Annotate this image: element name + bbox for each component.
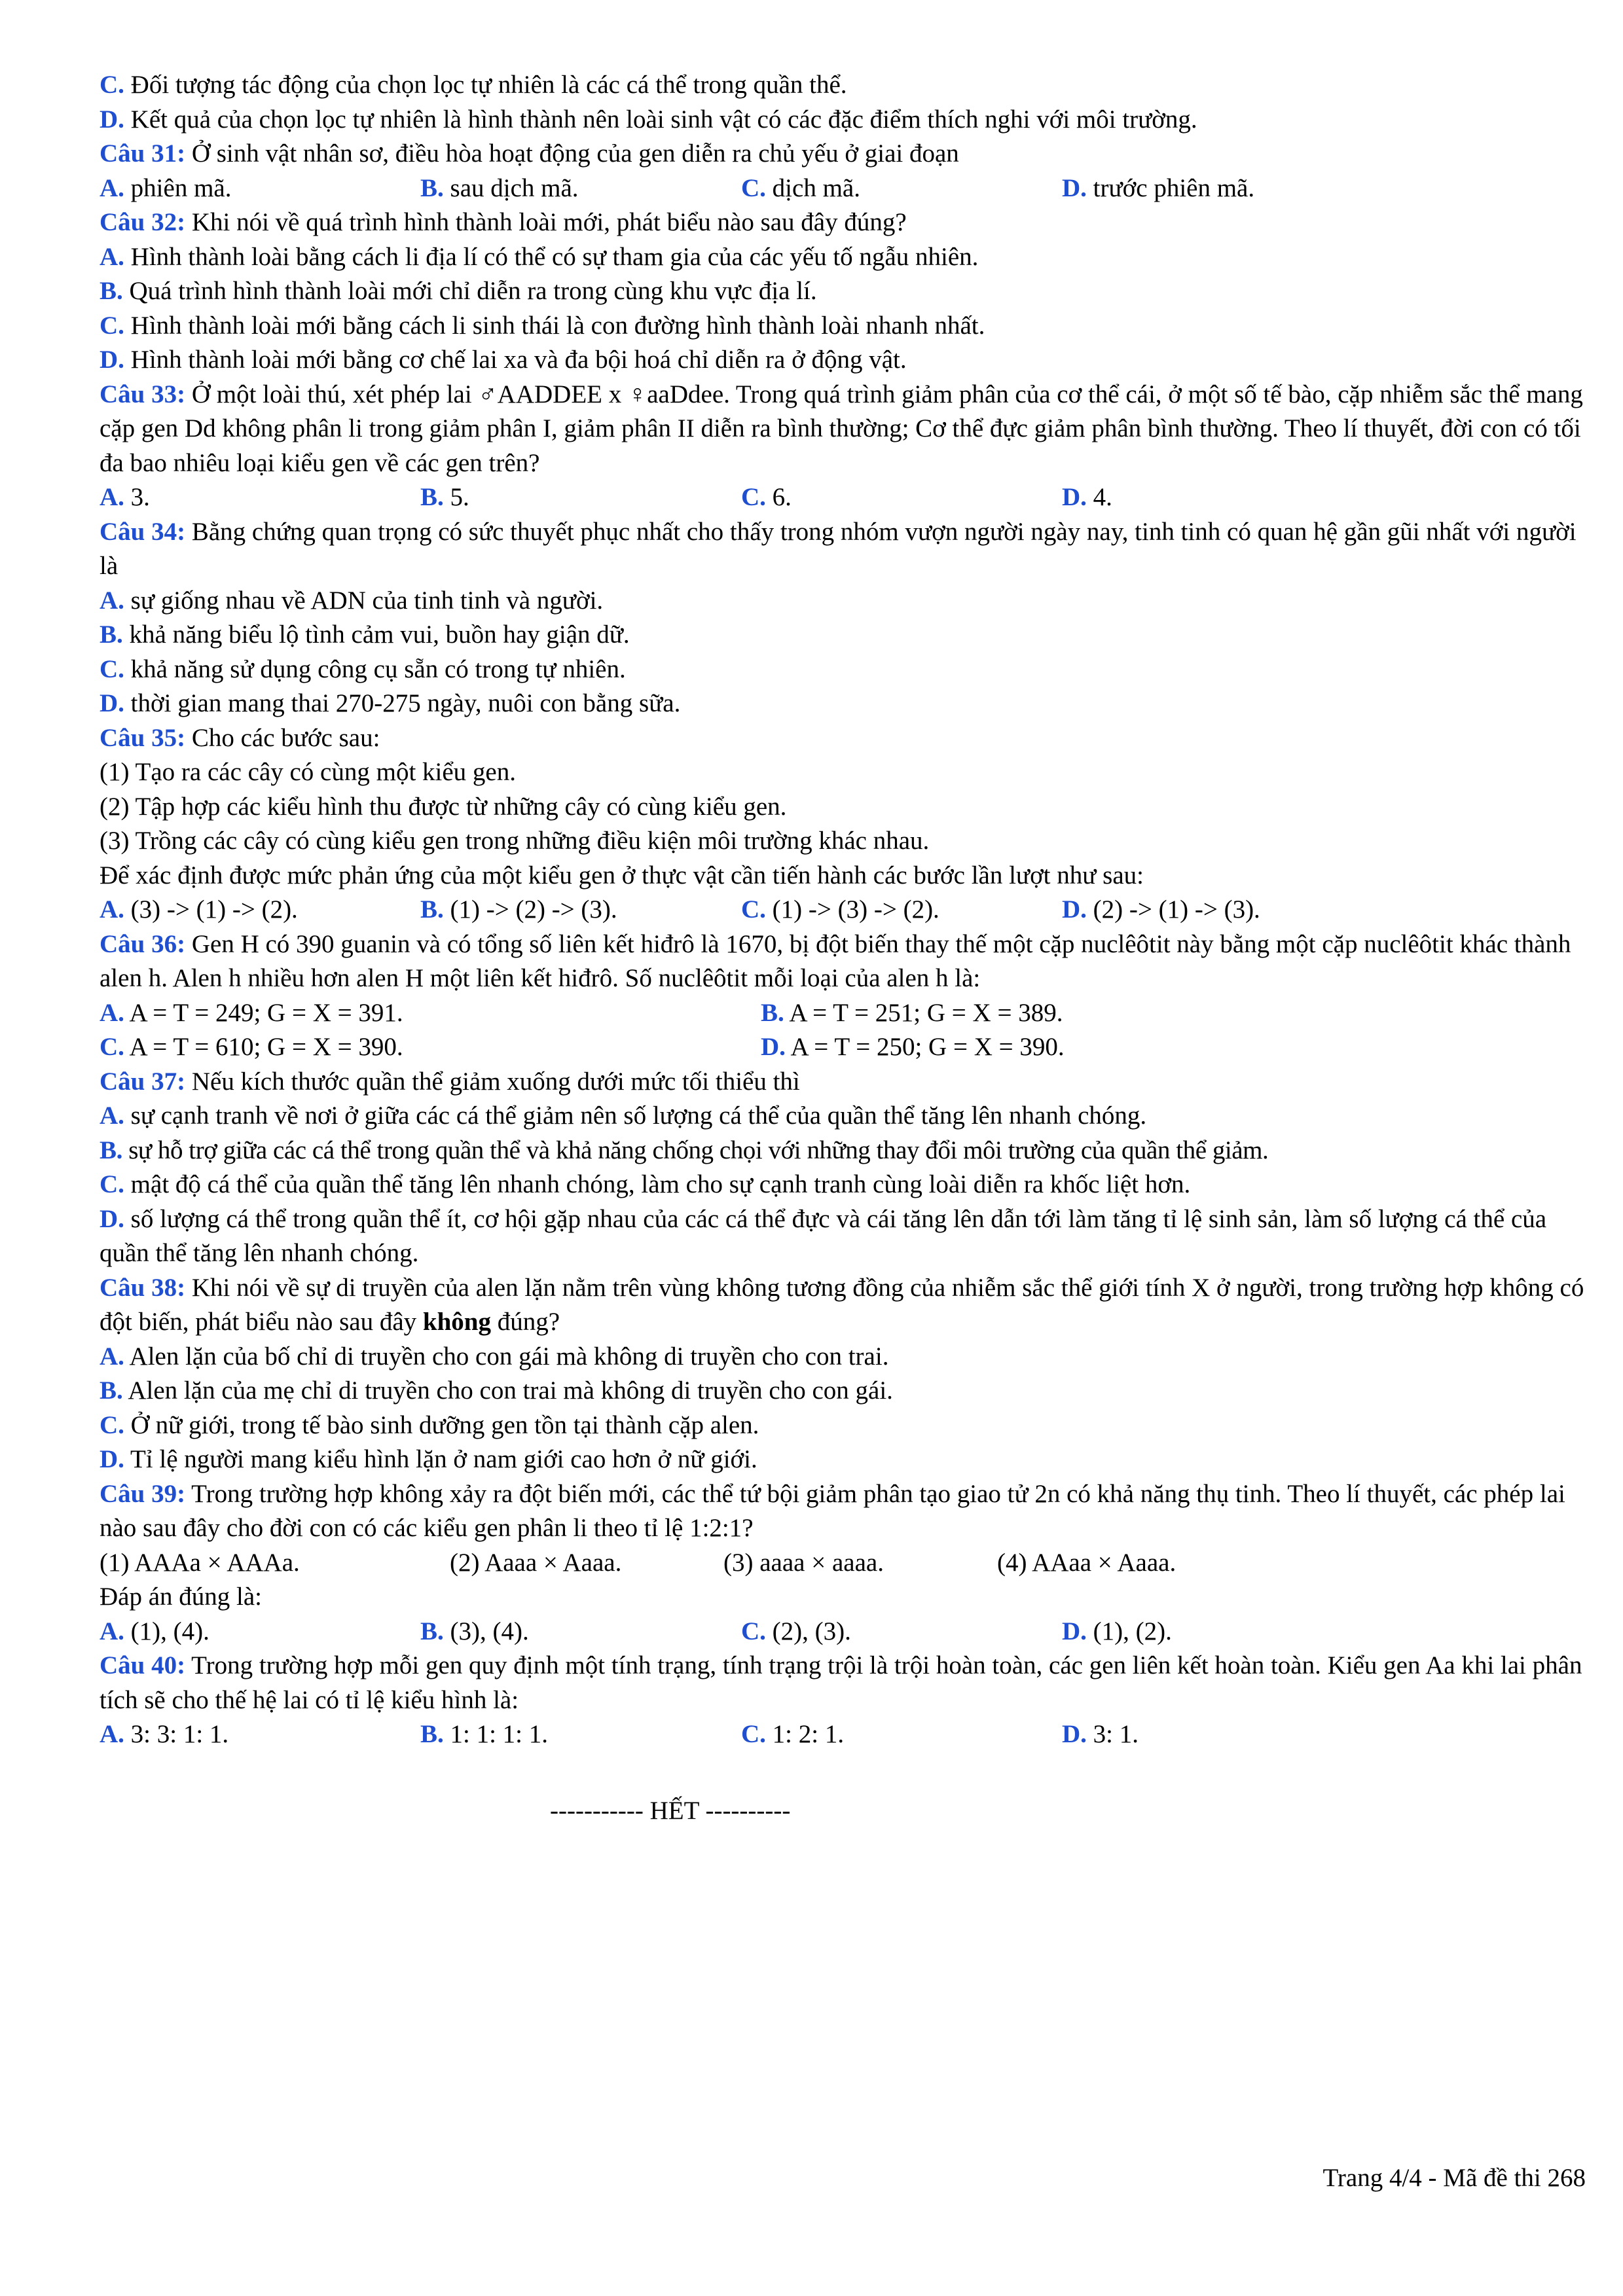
question-number: Câu 33: [100,380,186,408]
option-a: A. 3: 3: 1: 1. [100,1720,229,1748]
option-b: B. 1: 1: 1: 1. [420,1720,549,1748]
option-a: A. 3. [100,483,150,511]
question-text: Ở sinh vật nhân sơ, điều hòa hoạt động của gen diễn ra chủ yếu ở giai đoạn [191,139,959,168]
option-c: C. A = T = 610; G = X = 390. [100,1033,403,1061]
question-31 [100,137,1586,171]
options-row [100,996,1586,1031]
option-c: C. (1) -> (3) -> (2). [741,895,939,924]
option-text: Đối tượng tác động của chọn lọc tự nhiên là các cá thể trong quần thể. [130,71,847,99]
question-39 [100,1477,1586,1546]
option-b: B. Quá trình hình thành loài mới chỉ diễn ra trong cùng khu vực địa lí. [100,277,817,305]
option-b: B. (1) -> (2) -> (3). [420,895,617,924]
option-b: B. Alen lặn của mẹ chỉ di truyền cho con trai mà không di truyền cho con gái. [100,1376,893,1405]
option-c: C. 6. [741,483,792,511]
option-b: B. sau dịch mã. [420,173,579,202]
option-b: B. 5. [420,483,469,511]
question-emphasis: không [422,1308,491,1336]
option-d [100,103,1586,137]
option-a: A. phiên mã. [100,173,232,202]
option-c: C. mật độ cá thể của quần thể tăng lên nhanh chóng, làm cho sự cạnh tranh cùng loài diễn ra khốc liệt hơn. [100,1170,1191,1198]
options-row [100,1717,1586,1752]
options-row [100,171,1586,206]
option-a: A. A = T = 249; G = X = 391. [100,998,403,1027]
step-2: (2) Tập hợp các kiểu hình thu được từ những cây có cùng kiểu gen. [100,792,787,821]
question-number: Câu 32: [100,208,186,236]
question-33 [100,378,1586,481]
option-label: C. [100,71,124,99]
question-36 [100,927,1586,996]
option-a: A. Hình thành loài bằng cách li địa lí có thể có sự tham gia của các yếu tố ngẫu nhiên. [100,242,979,271]
option-c: C. Hình thành loài mới bằng cách li sinh thái là con đường hình thành loài nhanh nhất. [100,311,985,340]
question-text: Trong trường hợp không xảy ra đột biến mới, các thể tứ bội giảm phân tạo giao tử 2n có khả năng thụ tinh. Theo lí thuyết, các phép lai nào sau đây cho đời con có các kiểu gen phân li theo tỉ lệ 1:2:1? [100,1479,1565,1542]
question-text: Ở một loài thú, xét phép lai ♂AADDEE x ♀aaDdee. Trong quá trình giảm phân của cơ thể cái, ở một số tế bào, cặp nhiễm sắc thể mang cặp gen Dd không phân li trong giảm phân I, giảm phân II diễn ra bình thường; Cơ thể đực giảm phân bình thường. Theo lí thuyết, đời con có tối đa bao nhiêu loại kiểu gen về các gen trên? [100,380,1583,477]
option-d: D. 4. [1062,483,1112,511]
option-c: C. 1: 2: 1. [741,1720,845,1748]
cross-3: (3) aaaa × aaaa. [723,1548,884,1577]
question-number: Câu 40: [100,1651,186,1679]
question-number: Câu 37: [100,1067,186,1096]
cross-1: (1) AAAa × AAAa. [100,1548,300,1577]
option-d: D. (1), (2). [1062,1617,1172,1645]
question-text: Khi nói về quá trình hình thành loài mới, phát biểu nào sau đây đúng? [191,208,907,236]
question-number: Câu 34: [100,517,186,546]
options-row [100,1615,1586,1649]
question-text: Gen H có 390 guanin và có tổng số liên kết hiđrô là 1670, bị đột biến thay thế một cặp nuclêôtit này bằng một cặp nuclêôtit khác thành alen h. Alen h nhiều hơn alen H một liên kết hiđrô. Số nuclêôtit mỗi loại của alen h là: [100,929,1571,992]
options-row [100,1030,1586,1065]
option-b: B. khả năng biểu lộ tình cảm vui, buồn hay giận dữ. [100,620,630,649]
question-number: Câu 31: [100,139,186,168]
option-d: D. 3: 1. [1062,1720,1139,1748]
option-c: C. (2), (3). [741,1617,851,1645]
option-a: A. sự giống nhau về ADN của tinh tinh và người. [100,586,604,615]
option-c: C. Ở nữ giới, trong tế bào sinh dưỡng gen tồn tại thành cặp alen. [100,1410,759,1439]
question-text: Khi nói về sự di truyền của alen lặn nằm trên vùng không tương đồng của nhiễm sắc thể giới tính X ở người, trong trường hợp không có đột biến, phát biểu nào sau đây [100,1273,1584,1336]
option-c: C. dịch mã. [741,173,860,202]
option-a: A. sự cạnh tranh về nơi ở giữa các cá thể giảm nên số lượng cá thể của quần thể tăng lên nhanh chóng. [100,1102,1147,1130]
option-label: D. [100,105,124,134]
end-marker: ----------- HẾT ---------- [550,1797,791,1825]
question-number: Câu 35: [100,723,186,752]
option-b: B. sự hỗ trợ giữa các cá thể trong quần thể và khả năng chống chọi với những thay đổi môi trường của quần thể giảm. [100,1136,1269,1164]
option-d: D. số lượng cá thể trong quần thể ít, cơ hội gặp nhau của các cá thể đực và cái tăng lên dẫn tới làm tăng tỉ lệ sinh sản, làm số lượng cá thể của quần thể tăng lên nhanh chóng. [100,1204,1547,1267]
exam-page [100,68,1586,1752]
question-prompt: Đáp án đúng là: [100,1583,263,1611]
options-row [100,893,1586,927]
question-40 [100,1649,1586,1717]
step-1: (1) Tạo ra các cây có cùng một kiểu gen. [100,758,516,786]
crosses-row [100,1546,1586,1581]
option-d: D. Hình thành loài mới bằng cơ chế lai xa và đa bội hoá chỉ diễn ra ở động vật. [100,346,907,374]
question-number: Câu 38: [100,1273,186,1302]
option-b: B. (3), (4). [420,1617,529,1645]
question-text: Cho các bước sau: [191,723,380,752]
cross-2: (2) Aaaa × Aaaa. [450,1548,622,1577]
option-d: D. thời gian mang thai 270-275 ngày, nuôi con bằng sữa. [100,689,681,717]
question-number: Câu 39: [100,1479,186,1508]
question-37 [100,1065,1586,1100]
options-row [100,480,1586,515]
option-text: Kết quả của chọn lọc tự nhiên là hình thành nên loài sinh vật có các đặc điểm thích nghi với môi trường. [130,105,1197,134]
question-text: Nếu kích thước quần thể giảm xuống dưới mức tối thiểu thì [191,1067,800,1096]
question-32 [100,206,1586,240]
option-c: C. khả năng sử dụng công cụ sẵn có trong tự nhiên. [100,655,626,683]
question-38 [100,1271,1586,1340]
option-b: B. A = T = 251; G = X = 389. [761,998,1063,1027]
option-d: D. trước phiên mã. [1062,173,1255,202]
option-d: D. Tỉ lệ người mang kiểu hình lặn ở nam giới cao hơn ở nữ giới. [100,1445,757,1473]
question-text-end: đúng? [497,1308,560,1336]
question-35 [100,721,1586,756]
option-a: A. (3) -> (1) -> (2). [100,895,298,924]
question-text: Bằng chứng quan trọng có sức thuyết phục nhất cho thấy trong nhóm vượn người ngày nay, tinh tinh có quan hệ gần gũi nhất với người là [100,517,1577,580]
option-a: A. (1), (4). [100,1617,210,1645]
step-3: (3) Trồng các cây có cùng kiểu gen trong những điều kiện môi trường khác nhau. [100,827,930,855]
option-c [100,68,1586,103]
question-34 [100,515,1586,584]
cross-4: (4) AAaa × Aaaa. [997,1548,1176,1577]
option-a: A. Alen lặn của bố chỉ di truyền cho con gái mà không di truyền cho con trai. [100,1342,889,1371]
option-d: D. (2) -> (1) -> (3). [1062,895,1260,924]
question-text: Trong trường hợp mỗi gen quy định một tính trạng, tính trạng trội là trội hoàn toàn, các gen liên kết hoàn toàn. Kiểu gen Aa khi lai phân tích sẽ cho thế hệ lai có tỉ lệ kiểu hình là: [100,1651,1582,1714]
page-footer: Trang 4/4 - Mã đề thi 268 [1322,2164,1586,2192]
question-prompt: Để xác định được mức phản ứng của một kiểu gen ở thực vật cần tiến hành các bước lần lượt như sau: [100,861,1144,889]
question-number: Câu 36: [100,929,186,958]
option-d: D. A = T = 250; G = X = 390. [761,1033,1065,1061]
